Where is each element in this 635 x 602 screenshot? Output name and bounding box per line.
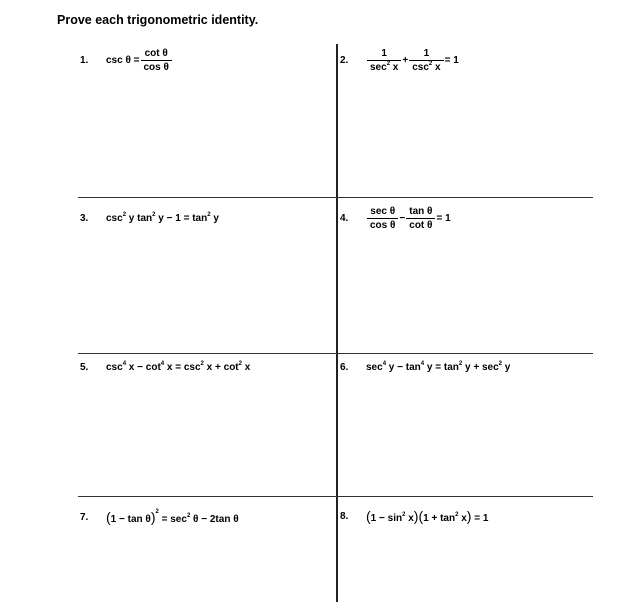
fraction-denominator: cos θ xyxy=(141,60,172,73)
problem-number: 5. xyxy=(80,362,89,373)
fraction-numerator: 1 xyxy=(423,48,430,59)
problem-4 xyxy=(340,206,451,231)
identity-expression: $(1 - \tan \theta)^2 = \sec^2 \theta - 2\tan$ θ xyxy=(106,509,239,525)
problem-3 xyxy=(80,213,219,224)
fraction xyxy=(406,206,435,231)
horizontal-divider-3 xyxy=(78,496,593,497)
problem-5 xyxy=(80,362,250,373)
problem-number: 1. xyxy=(80,55,89,66)
problem-number: 8. xyxy=(340,511,349,522)
fraction xyxy=(367,48,401,73)
problem-2 xyxy=(340,48,459,73)
problem-number: 2. xyxy=(340,55,349,66)
horizontal-divider-2 xyxy=(78,353,593,354)
identity-expression: $(1 - \sin^2 x)(1 + \tan^2 x) = 1$ xyxy=(366,508,489,524)
fraction-numerator: 1 xyxy=(381,48,387,59)
plus-sign: + xyxy=(402,55,409,66)
problem-number: 6. xyxy=(340,362,349,373)
problem-number: 3. xyxy=(80,213,89,224)
problem-number: 4. xyxy=(340,213,349,224)
identity-expression: $\csc^4 x - \cot^4 x = \csc^2 x + \cot^2 x$ xyxy=(106,361,251,373)
identity-rhs: = 1 xyxy=(444,55,459,66)
fraction xyxy=(367,206,398,231)
page-title: Prove each trigonometric identity. xyxy=(57,13,259,27)
identity-lhs: csc θ = xyxy=(106,55,140,66)
problem-7 xyxy=(80,509,239,525)
fraction-denominator: cos θ xyxy=(367,218,398,231)
fraction-numerator: tan θ xyxy=(409,206,433,217)
vertical-divider xyxy=(336,44,338,602)
fraction xyxy=(409,48,443,73)
problem-number: 7. xyxy=(80,511,89,523)
problem-8 xyxy=(340,509,488,524)
identity-expression: $\csc^2 y$ $\tan^2 y - 1 = \tan^2 y$ xyxy=(106,212,219,224)
fraction-denominator: $\sec^2 x$ xyxy=(367,60,401,73)
problem-6 xyxy=(340,362,510,373)
problem-1 xyxy=(80,48,173,73)
fraction-numerator: cot θ xyxy=(144,48,168,59)
horizontal-divider-1 xyxy=(78,197,593,198)
fraction-denominator: $\csc^2 x$ xyxy=(409,60,443,73)
fraction-numerator: sec θ xyxy=(370,206,396,217)
fraction-denominator: cot θ xyxy=(406,218,435,231)
minus-sign: − xyxy=(399,213,406,224)
identity-rhs: = 1 xyxy=(436,213,451,224)
identity-expression: $\sec^4 y - \tan^4 y = \tan^2 y + \sec^2 y$ xyxy=(366,361,511,373)
fraction xyxy=(141,48,172,73)
